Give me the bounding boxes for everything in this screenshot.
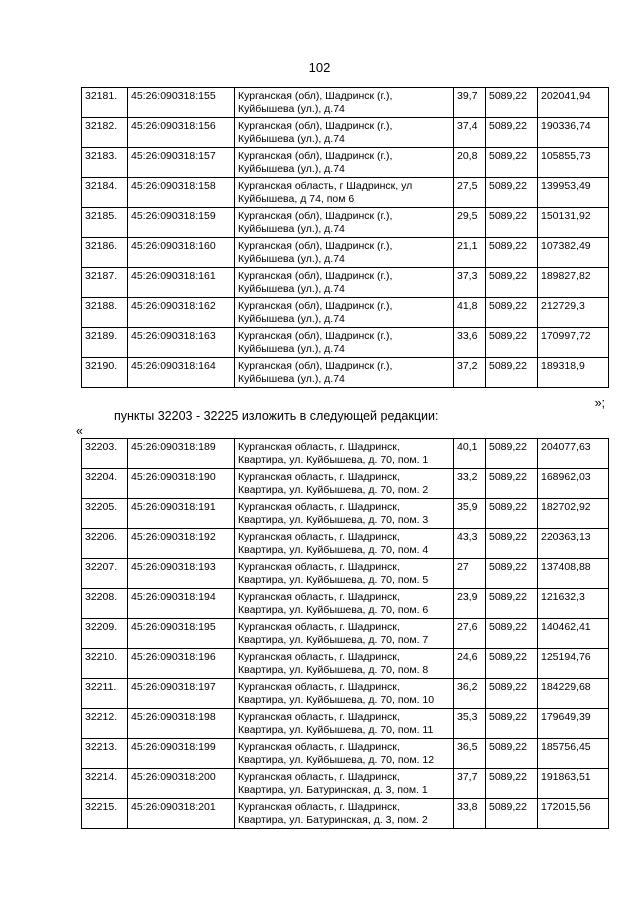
total-value-cell: 139953,49 [538,178,609,208]
total-value-cell: 189827,82 [538,268,609,298]
total-value-cell: 204077,63 [538,439,609,469]
total-value-cell: 140462,41 [538,619,609,649]
address-cell: Курганская (обл), Шадринск (г.), Куйбышева (ул.), д.74 [235,298,454,328]
price-per-unit-cell: 5089,22 [486,739,538,769]
row-number-cell: 32188. [82,298,128,328]
area-cell: 21,1 [454,238,486,268]
address-cell: Курганская область, г. Шадринск, Квартира, ул. Куйбышева, д. 70, пом. 1 [235,439,454,469]
address-cell: Курганская область, г. Шадринск, Квартира, ул. Куйбышева, д. 70, пом. 2 [235,469,454,499]
total-value-cell: 202041,94 [538,88,609,118]
price-per-unit-cell: 5089,22 [486,559,538,589]
area-cell: 23,9 [454,589,486,619]
records-table-2 [81,438,609,829]
table-row [82,178,609,208]
area-cell: 35,3 [454,709,486,739]
address-cell: Курганская (обл), Шадринск (г.), Куйбышева (ул.), д.74 [235,208,454,238]
row-number-cell: 32190. [82,358,128,388]
address-cell: Курганская область, г. Шадринск, Квартира, ул. Куйбышева, д. 70, пом. 7 [235,619,454,649]
cadastral-number-cell: 45:26:090318:189 [128,439,235,469]
address-cell: Курганская область, г. Шадринск, Квартира, ул. Куйбышева, д. 70, пом. 4 [235,529,454,559]
row-number-cell: 32203. [82,439,128,469]
price-per-unit-cell: 5089,22 [486,469,538,499]
address-cell: Курганская (обл), Шадринск (г.), Куйбышева (ул.), д.74 [235,268,454,298]
table-row [82,559,609,589]
total-value-cell: 150131,92 [538,208,609,238]
table-row [82,238,609,268]
row-number-cell: 32213. [82,739,128,769]
address-cell: Курганская (обл), Шадринск (г.), Куйбышева (ул.), д.74 [235,328,454,358]
cadastral-number-cell: 45:26:090318:163 [128,328,235,358]
address-cell: Курганская (обл), Шадринск (г.), Куйбышева (ул.), д.74 [235,238,454,268]
row-number-cell: 32207. [82,559,128,589]
cadastral-number-cell: 45:26:090318:158 [128,178,235,208]
opening-quote: « [76,424,83,438]
row-number-cell: 32184. [82,178,128,208]
price-per-unit-cell: 5089,22 [486,238,538,268]
total-value-cell: 190336,74 [538,118,609,148]
address-cell: Курганская (обл), Шадринск (г.), Куйбышева (ул.), д.74 [235,88,454,118]
cadastral-number-cell: 45:26:090318:198 [128,709,235,739]
area-cell: 36,2 [454,679,486,709]
row-number-cell: 32214. [82,769,128,799]
row-number-cell: 32206. [82,529,128,559]
price-per-unit-cell: 5089,22 [486,709,538,739]
area-cell: 27,5 [454,178,486,208]
table-row [82,649,609,679]
total-value-cell: 182702,92 [538,499,609,529]
price-per-unit-cell: 5089,22 [486,178,538,208]
address-cell: Курганская область, г. Шадринск, Квартира, ул. Батуринская, д. 3, пом. 2 [235,799,454,829]
area-cell: 33,6 [454,328,486,358]
total-value-cell: 107382,49 [538,238,609,268]
address-cell: Курганская (обл), Шадринск (г.), Куйбышева (ул.), д.74 [235,358,454,388]
total-value-cell: 191863,51 [538,769,609,799]
area-cell: 40,1 [454,439,486,469]
price-per-unit-cell: 5089,22 [486,268,538,298]
price-per-unit-cell: 5089,22 [486,148,538,178]
total-value-cell: 137408,88 [538,559,609,589]
total-value-cell: 172015,56 [538,799,609,829]
row-number-cell: 32189. [82,328,128,358]
row-number-cell: 32209. [82,619,128,649]
cadastral-number-cell: 45:26:090318:191 [128,499,235,529]
table-row [82,679,609,709]
address-cell: Курганская область, г Шадринск, ул Куйбышева, д 74, пом 6 [235,178,454,208]
table-row [82,529,609,559]
cadastral-number-cell: 45:26:090318:161 [128,268,235,298]
area-cell: 37,4 [454,118,486,148]
area-cell: 27 [454,559,486,589]
total-value-cell: 184229,68 [538,679,609,709]
table-row [82,499,609,529]
cadastral-number-cell: 45:26:090318:195 [128,619,235,649]
price-per-unit-cell: 5089,22 [486,799,538,829]
area-cell: 33,2 [454,469,486,499]
row-number-cell: 32182. [82,118,128,148]
table-row [82,739,609,769]
table-row [82,709,609,739]
table-row [82,619,609,649]
row-number-cell: 32187. [82,268,128,298]
address-cell: Курганская область, г. Шадринск, Квартира, ул. Куйбышева, д. 70, пом. 10 [235,679,454,709]
price-per-unit-cell: 5089,22 [486,439,538,469]
cadastral-number-cell: 45:26:090318:155 [128,88,235,118]
cadastral-number-cell: 45:26:090318:157 [128,148,235,178]
address-cell: Курганская (обл), Шадринск (г.), Куйбышева (ул.), д.74 [235,148,454,178]
total-value-cell: 125194,76 [538,649,609,679]
price-per-unit-cell: 5089,22 [486,619,538,649]
table-row [82,589,609,619]
cadastral-number-cell: 45:26:090318:192 [128,529,235,559]
address-cell: Курганская область, г. Шадринск, Квартира, ул. Куйбышева, д. 70, пом. 3 [235,499,454,529]
row-number-cell: 32212. [82,709,128,739]
area-cell: 24,6 [454,649,486,679]
row-number-cell: 32181. [82,88,128,118]
closing-quote: »; [594,396,605,410]
row-number-cell: 32205. [82,499,128,529]
price-per-unit-cell: 5089,22 [486,649,538,679]
area-cell: 41,8 [454,298,486,328]
cadastral-number-cell: 45:26:090318:194 [128,589,235,619]
records-table-1 [81,87,609,388]
area-cell: 37,7 [454,769,486,799]
area-cell: 37,2 [454,358,486,388]
total-value-cell: 185756,45 [538,739,609,769]
total-value-cell: 121632,3 [538,589,609,619]
cadastral-number-cell: 45:26:090318:201 [128,799,235,829]
price-per-unit-cell: 5089,22 [486,118,538,148]
amendment-instruction: пункты 32203 - 32225 изложить в следующей редакции: [114,409,439,423]
table-row [82,328,609,358]
table-row [82,769,609,799]
area-cell: 35,9 [454,499,486,529]
cadastral-number-cell: 45:26:090318:199 [128,739,235,769]
table-row [82,469,609,499]
area-cell: 43,3 [454,529,486,559]
total-value-cell: 168962,03 [538,469,609,499]
price-per-unit-cell: 5089,22 [486,88,538,118]
table-row [82,88,609,118]
price-per-unit-cell: 5089,22 [486,679,538,709]
cadastral-number-cell: 45:26:090318:156 [128,118,235,148]
area-cell: 39,7 [454,88,486,118]
total-value-cell: 220363,13 [538,529,609,559]
table-row [82,148,609,178]
table-row [82,268,609,298]
address-cell: Курганская область, г. Шадринск, Квартира, ул. Куйбышева, д. 70, пом. 12 [235,739,454,769]
price-per-unit-cell: 5089,22 [486,328,538,358]
cadastral-number-cell: 45:26:090318:200 [128,769,235,799]
total-value-cell: 212729,3 [538,298,609,328]
cadastral-number-cell: 45:26:090318:159 [128,208,235,238]
price-per-unit-cell: 5089,22 [486,298,538,328]
address-cell: Курганская (обл), Шадринск (г.), Куйбышева (ул.), д.74 [235,118,454,148]
table-row [82,298,609,328]
row-number-cell: 32211. [82,679,128,709]
row-number-cell: 32186. [82,238,128,268]
row-number-cell: 32183. [82,148,128,178]
address-cell: Курганская область, г. Шадринск, Квартира, ул. Батуринская, д. 3, пом. 1 [235,769,454,799]
cadastral-number-cell: 45:26:090318:196 [128,649,235,679]
total-value-cell: 189318,9 [538,358,609,388]
price-per-unit-cell: 5089,22 [486,208,538,238]
area-cell: 29,5 [454,208,486,238]
cadastral-number-cell: 45:26:090318:190 [128,469,235,499]
area-cell: 36,5 [454,739,486,769]
address-cell: Курганская область, г. Шадринск, Квартира, ул. Куйбышева, д. 70, пом. 5 [235,559,454,589]
cadastral-number-cell: 45:26:090318:164 [128,358,235,388]
price-per-unit-cell: 5089,22 [486,499,538,529]
total-value-cell: 105855,73 [538,148,609,178]
row-number-cell: 32210. [82,649,128,679]
page-number: 102 [308,60,331,75]
address-cell: Курганская область, г. Шадринск, Квартира, ул. Куйбышева, д. 70, пом. 11 [235,709,454,739]
total-value-cell: 170997,72 [538,328,609,358]
address-cell: Курганская область, г. Шадринск, Квартира, ул. Куйбышева, д. 70, пом. 6 [235,589,454,619]
area-cell: 37,3 [454,268,486,298]
price-per-unit-cell: 5089,22 [486,358,538,388]
price-per-unit-cell: 5089,22 [486,589,538,619]
table-row [82,799,609,829]
address-cell: Курганская область, г. Шадринск, Квартира, ул. Куйбышева, д. 70, пом. 8 [235,649,454,679]
table-row [82,118,609,148]
row-number-cell: 32208. [82,589,128,619]
table-row [82,358,609,388]
row-number-cell: 32215. [82,799,128,829]
row-number-cell: 32185. [82,208,128,238]
cadastral-number-cell: 45:26:090318:162 [128,298,235,328]
cadastral-number-cell: 45:26:090318:160 [128,238,235,268]
table-row [82,208,609,238]
cadastral-number-cell: 45:26:090318:193 [128,559,235,589]
row-number-cell: 32204. [82,469,128,499]
table-row [82,439,609,469]
price-per-unit-cell: 5089,22 [486,529,538,559]
area-cell: 27,6 [454,619,486,649]
price-per-unit-cell: 5089,22 [486,769,538,799]
area-cell: 33,8 [454,799,486,829]
cadastral-number-cell: 45:26:090318:197 [128,679,235,709]
area-cell: 20,8 [454,148,486,178]
total-value-cell: 179649,39 [538,709,609,739]
